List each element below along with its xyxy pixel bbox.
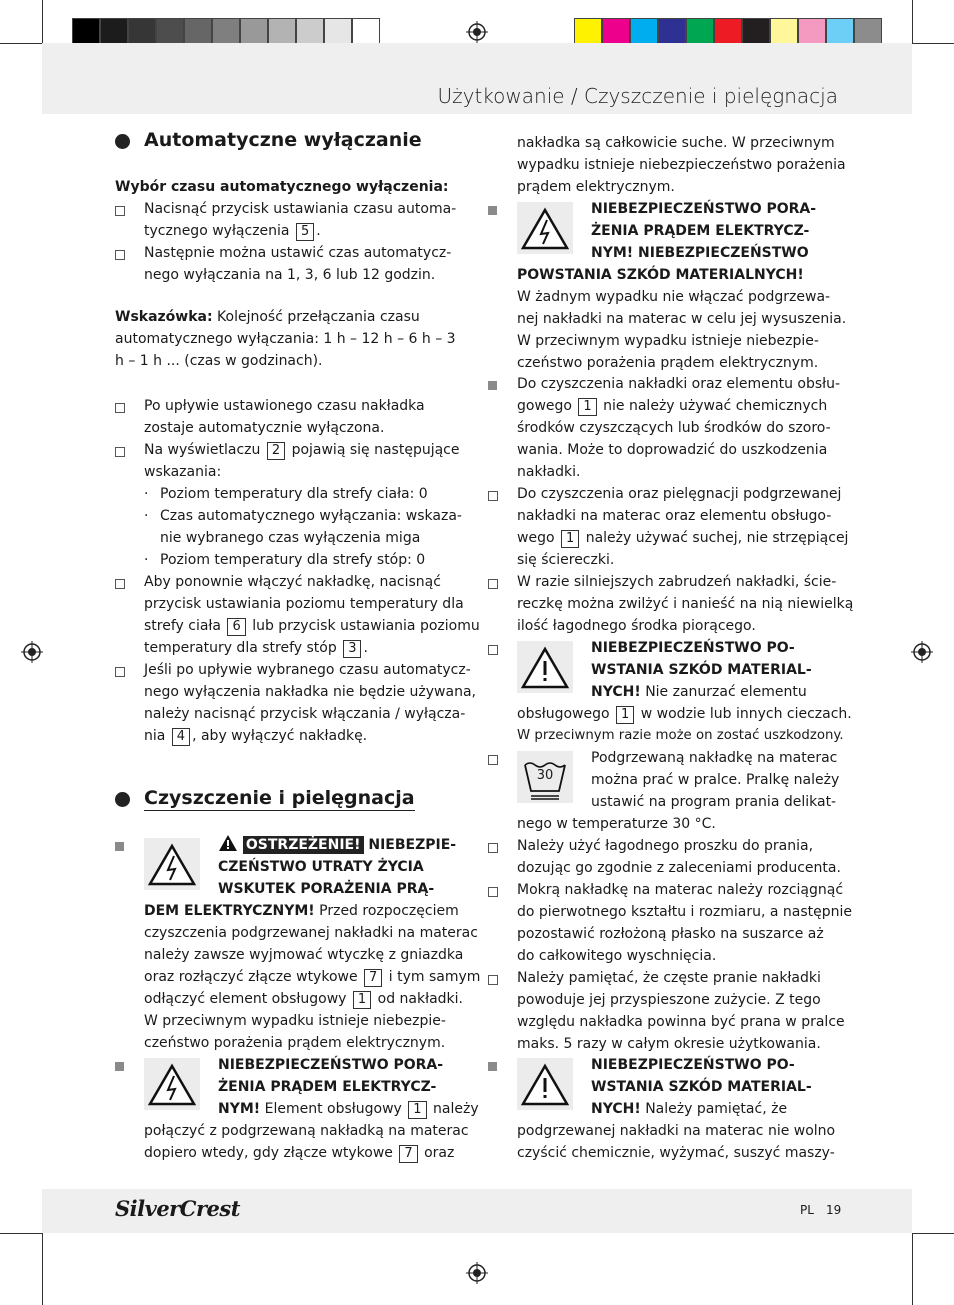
text: temperatury dla strefy stóp <box>144 640 337 656</box>
text: nia <box>144 728 166 744</box>
text-line: względu nakładka powinna być prana w pralce <box>517 1014 845 1030</box>
text-line: Po upływie ustawionego czasu nakładka <box>144 398 425 414</box>
text-line <box>144 439 460 461</box>
list-bullet <box>488 645 498 655</box>
text-line: WSKUTEK PORAŻENIA PRĄ- <box>218 881 435 897</box>
text-line: Należy użyć łagodnego proszku do prania, <box>517 838 814 854</box>
color-swatch <box>128 18 156 46</box>
sub-list-item <box>144 527 462 549</box>
list-item <box>144 439 460 483</box>
wash-text-cont <box>517 813 716 835</box>
warning-body <box>144 900 480 1054</box>
text-line: można prać w pralce. Pralkę należy <box>591 772 840 788</box>
text-line: nego w temperaturze 30 °C. <box>517 816 716 832</box>
text-line: ilość łagodnego środka piorącego. <box>517 618 756 634</box>
registration-mark-right-icon <box>911 641 933 663</box>
exclamation-warning-icon <box>517 641 573 693</box>
text-line: nakładka są całkowicie suche. W przeciwnym <box>517 135 835 151</box>
text-line <box>144 966 480 988</box>
list-item <box>517 835 841 879</box>
text-line: W żadnym wypadku nie włączać podgrzewa- <box>517 289 831 305</box>
text-line: nego wyłączania na 1, 3, 6 lub 12 godzin. <box>144 267 436 283</box>
text: dopiero wtedy, gdy złącze wtykowe <box>144 1145 393 1161</box>
warning-triangle-icon <box>218 834 238 852</box>
text-line: W razie silniejszych zabrudzeń nakładki, ście- <box>517 574 837 590</box>
color-swatch <box>574 18 602 46</box>
section-bullet <box>115 134 130 149</box>
text-line: NYM! NIEBEZPIECZEŃSTWO <box>591 245 809 261</box>
hint-label: Wskazówka: <box>115 309 213 325</box>
text: nie wybranego czas wyłączenia miga <box>160 530 421 546</box>
text-line: wskazania: <box>144 464 222 480</box>
subsection-title: Wybór czasu automatycznego wyłączenia: <box>115 179 449 195</box>
ref-number: 1 <box>353 991 371 1009</box>
list-item <box>144 395 425 439</box>
text: Element obsługowy <box>264 1101 402 1117</box>
text-line: Mokrą nakładkę na materac należy rozciągnąć <box>517 882 844 898</box>
list-item <box>144 659 476 747</box>
text-line: Aby ponownie włączyć nakładkę, nacisnąć <box>144 574 441 590</box>
text-line <box>517 395 840 417</box>
text-line: W przeciwnym wypadku istnieje niebezpie- <box>517 333 819 349</box>
sub-list <box>144 483 462 571</box>
text: nie należy używać chemicznych <box>603 398 828 414</box>
text-line: temperatury dla strefy stóp 3 . <box>144 640 368 656</box>
text-line: nego wyłączenia nakładka nie będzie używana, <box>144 684 476 700</box>
list-item <box>517 879 852 967</box>
text-line: Nacisnąć przycisk ustawiania czasu automa- <box>144 201 457 217</box>
color-swatch <box>184 18 212 46</box>
text-line: NIEBEZPIECZEŃSTWO PO- <box>591 640 795 656</box>
text-line <box>591 1098 812 1120</box>
language-code: PL <box>800 1203 814 1217</box>
text-line: czyścić chemicznie, wyżymać, suszyć maszy- <box>517 1145 835 1161</box>
text-line <box>144 900 480 922</box>
text: Należy pamiętać, że <box>645 1101 788 1117</box>
registration-mark-bottom-icon <box>466 1262 488 1284</box>
text: Nie zanurzać elementu <box>645 684 807 700</box>
text-line: połączyć z podgrzewaną nakładką na materac <box>144 1123 469 1139</box>
text-line: czeństwo porażenia prądem elektrycznym. <box>144 1035 446 1051</box>
ref-number: 1 <box>616 706 634 724</box>
text: DEM ELEKTRYCZNYM! <box>144 903 315 919</box>
text: oraz <box>424 1145 455 1161</box>
continued-paragraph <box>517 132 846 198</box>
list-bullet <box>115 403 125 413</box>
list-bullet <box>115 206 125 216</box>
text-line <box>115 306 456 328</box>
wash-symbol-box <box>517 751 573 803</box>
ref-number: 4 <box>172 728 190 746</box>
text-line: NIEBEZPIECZEŃSTWO PORA- <box>218 1057 444 1073</box>
sub-list-item: · Poziom temperatury dla strefy stóp: 0 <box>144 552 426 568</box>
text: NYCH! <box>591 684 641 700</box>
warning-label: OSTRZEŻENIE! <box>243 836 364 854</box>
text: od nakładki. <box>377 991 463 1007</box>
wash-temperature: 30 <box>536 768 554 783</box>
text: tycznego wyłączenia <box>144 223 290 239</box>
warning-text <box>591 637 812 703</box>
text-line: dozując go zgodnie z zaleceniami producenta. <box>517 860 841 876</box>
text-line: powoduje jej przyspieszone zużycie. Z tego <box>517 992 821 1008</box>
page-title: Użytkowanie / Czyszczenie i pielęgnacja <box>437 84 838 108</box>
warning-body <box>517 264 846 374</box>
text-line <box>144 988 480 1010</box>
text-line: się ściereczki. <box>517 552 615 568</box>
text: należy używać suchej, nie strzępiącej <box>585 530 849 546</box>
list-bullet <box>115 667 125 677</box>
text-line: przycisk ustawiania poziomu temperatury dla <box>144 596 464 612</box>
text-line: nakładki na materac oraz elementu obsługo- <box>517 508 832 524</box>
color-swatch <box>826 18 854 46</box>
text-line: ŻENIA PRĄDEM ELEKTRYCZ- <box>591 223 810 239</box>
color-swatch <box>742 18 770 46</box>
text-line <box>517 703 852 725</box>
text-line: maks. 5 razy w całym okresie użytkowania. <box>517 1036 821 1052</box>
text-line: nakładki. <box>517 464 581 480</box>
text: Poziom temperatury dla strefy ciała: 0 <box>160 486 428 502</box>
text-line <box>144 1142 469 1164</box>
warning-box <box>517 641 573 693</box>
list-item <box>144 242 451 286</box>
text: oraz rozłączyć złącze wtykowe <box>144 969 358 985</box>
text-line: Do czyszczenia nakładki oraz elementu obsłu- <box>517 376 841 392</box>
sub-list-item: · Poziom temperatury dla strefy ciała: 0 <box>144 486 428 502</box>
text-line: podgrzewanej nakładki na materac nie wolno <box>517 1123 836 1139</box>
text-line <box>218 1098 479 1120</box>
text-line: POWSTANIA SZKÓD MATERIALNYCH! <box>517 267 804 283</box>
text-line: prądem elektrycznym. <box>517 179 675 195</box>
text: i tym samym <box>388 969 481 985</box>
color-swatch <box>658 18 686 46</box>
ref-number: 1 <box>408 1101 426 1119</box>
section-bullet <box>115 792 130 807</box>
electric-warning-icon <box>144 1058 200 1110</box>
text: Na wyświetlaczu <box>144 442 261 458</box>
color-swatch <box>602 18 630 46</box>
list-bullet <box>488 579 498 589</box>
text-line: W przeciwnym wypadku istnieje niebezpie- <box>144 1013 446 1029</box>
text-line: Następnie można ustawić czas automatycz- <box>144 245 452 261</box>
text-line: CZEŃSTWO UTRATY ŻYCIA <box>218 859 424 875</box>
text: Czas automatycznego wyłączania: wskaza- <box>160 508 462 524</box>
list-bullet <box>488 206 497 215</box>
text: wego <box>517 530 555 546</box>
text: Przed rozpoczęciem <box>319 903 459 919</box>
warning-box <box>144 838 200 890</box>
color-swatch <box>268 18 296 46</box>
text-line: należy zawsze wyjmować wtyczkę z gniazdka <box>144 947 464 963</box>
warning-text <box>218 834 456 900</box>
color-swatch <box>212 18 240 46</box>
ref-number: 2 <box>267 442 285 460</box>
text-line: WSTANIA SZKÓD MATERIAL- <box>591 662 812 678</box>
text-line: środków czyszczących lub środków do szoro- <box>517 420 831 436</box>
list-bullet <box>488 381 497 390</box>
electric-warning-icon <box>517 202 573 254</box>
text-line <box>144 725 476 747</box>
text: pojawią się następujące <box>291 442 460 458</box>
text-line: reczkę można zwilżyć i nanieść na nią niewielką <box>517 596 854 612</box>
list-bullet <box>488 755 498 765</box>
list-bullet <box>115 579 125 589</box>
color-swatch <box>156 18 184 46</box>
ref-number: 5 <box>296 223 314 241</box>
list-bullet <box>488 1062 497 1071</box>
text: strefy ciała <box>144 618 221 634</box>
text-line: Podgrzewaną nakładkę na materac <box>591 750 838 766</box>
color-swatch <box>630 18 658 46</box>
ref-number: 3 <box>343 640 361 658</box>
text-line: do pierwotnego kształtu i rozmiaru, a następnie <box>517 904 853 920</box>
color-swatch <box>240 18 268 46</box>
text: gowego <box>517 398 572 414</box>
list-bullet <box>115 447 125 457</box>
ref-number: 7 <box>364 969 382 987</box>
text: w wodzie lub innych cieczach. <box>640 706 852 722</box>
text-line: ŻENIA PRĄDEM ELEKTRYCZ- <box>218 1079 437 1095</box>
ref-number: 1 <box>578 398 596 416</box>
text-line: czeństwo porażenia prądem elektrycznym. <box>517 355 819 371</box>
list-bullet <box>488 491 498 501</box>
text-line: h – 1 h ... (czas w godzinach). <box>115 353 323 369</box>
text: obsługowego <box>517 706 610 722</box>
warning-text <box>591 198 816 264</box>
color-swatch <box>296 18 324 46</box>
warning-box <box>517 1058 573 1110</box>
hint-paragraph <box>115 306 456 372</box>
text-line: ustawić na program prania delikat- <box>591 794 837 810</box>
ref-number: 1 <box>561 530 579 548</box>
list-item <box>144 198 456 242</box>
ref-number: 6 <box>227 618 245 636</box>
text-line: tycznego wyłączenia 5 . <box>144 223 321 239</box>
warning-body <box>517 1120 835 1164</box>
text-line <box>218 834 456 856</box>
section-title-cleaning: Czyszczenie i pielęgnacja <box>144 787 415 809</box>
color-swatch <box>770 18 798 46</box>
text-line: WSTANIA SZKÓD MATERIAL- <box>591 1079 812 1095</box>
list-item <box>144 571 480 659</box>
list-item <box>517 571 853 637</box>
warning-text <box>218 1054 479 1120</box>
list-item <box>517 373 840 483</box>
text-line: Należy pamiętać, że częste pranie nakładki <box>517 970 821 986</box>
registration-mark-top-icon <box>466 21 488 43</box>
color-swatch <box>854 18 882 46</box>
list-bullet <box>115 1062 124 1071</box>
text-line <box>144 615 480 637</box>
text: należy <box>433 1101 479 1117</box>
text: lub przycisk ustawiania poziomu <box>252 618 480 634</box>
text-line: należy nacisnąć przycisk włączania / wyłącza- <box>144 706 466 722</box>
brand-logo: SilverCrest <box>115 1196 240 1221</box>
text-line: czyszczenia podgrzewanej nakładki na materac <box>144 925 478 941</box>
text: Kolejność przełączania czasu <box>217 309 420 325</box>
text-line <box>517 527 848 549</box>
color-swatch <box>352 18 380 46</box>
page-number: 19 <box>826 1203 842 1217</box>
color-swatch <box>686 18 714 46</box>
text-line: pozostawić rozłożoną płasko na suszarce aż <box>517 926 824 942</box>
text-line: Do czyszczenia oraz pielęgnacji podgrzewanej <box>517 486 842 502</box>
text-line: wania. Może to doprowadzić do uszkodzenia <box>517 442 828 458</box>
text: NYCH! <box>591 1101 641 1117</box>
text-line <box>591 681 812 703</box>
sub-list-item: · Czas automatycznego wyłączania: wskaza- <box>144 508 462 524</box>
list-bullet <box>115 250 125 260</box>
color-swatch <box>798 18 826 46</box>
ref-number: 7 <box>399 1145 417 1163</box>
list-bullet <box>488 887 498 897</box>
text: , aby wyłączyć nakładkę. <box>192 728 368 744</box>
color-swatch <box>72 18 100 46</box>
color-swatch <box>324 18 352 46</box>
registration-mark-left-icon <box>21 641 43 663</box>
text: NIEBEZPIE- <box>368 837 457 853</box>
exclamation-warning-icon <box>517 1058 573 1110</box>
text: odłączyć element obsługowy <box>144 991 347 1007</box>
warning-box <box>144 1058 200 1110</box>
list-bullet <box>115 842 124 851</box>
text-line: W przeciwnym razie może on zostać uszkodzony. <box>517 728 844 743</box>
color-swatch <box>714 18 742 46</box>
warning-body <box>144 1120 469 1164</box>
electric-warning-icon <box>144 838 200 890</box>
text-line: do całkowitego wyschnięcia. <box>517 948 717 964</box>
section-title-auto-off: Automatyczne wyłączanie <box>144 129 422 151</box>
text-line: Jeśli po upływie wybranego czasu automatycz- <box>144 662 471 678</box>
text: NYM! <box>218 1101 261 1117</box>
text-line: NIEBEZPIECZEŃSTWO PO- <box>591 1057 795 1073</box>
text: Poziom temperatury dla strefy stóp: 0 <box>160 552 426 568</box>
warning-box <box>517 202 573 254</box>
text-line: wypadku istnieje niebezpieczeństwo porażenia <box>517 157 846 173</box>
list-bullet <box>488 843 498 853</box>
warning-body <box>517 703 852 747</box>
warning-text <box>591 1054 812 1120</box>
text-line: NIEBEZPIECZEŃSTWO PORA- <box>591 201 817 217</box>
color-swatch <box>100 18 128 46</box>
text-line: automatycznego wyłączania: 1 h – 12 h – 6 h – 3 <box>115 331 456 347</box>
list-bullet <box>488 975 498 985</box>
text-line: zostaje automatycznie wyłączona. <box>144 420 385 436</box>
list-item <box>517 483 848 571</box>
wash-text <box>591 747 839 813</box>
list-item <box>517 967 845 1055</box>
text-line: nej nakładki na materac w celu jej wysuszenia. <box>517 311 847 327</box>
